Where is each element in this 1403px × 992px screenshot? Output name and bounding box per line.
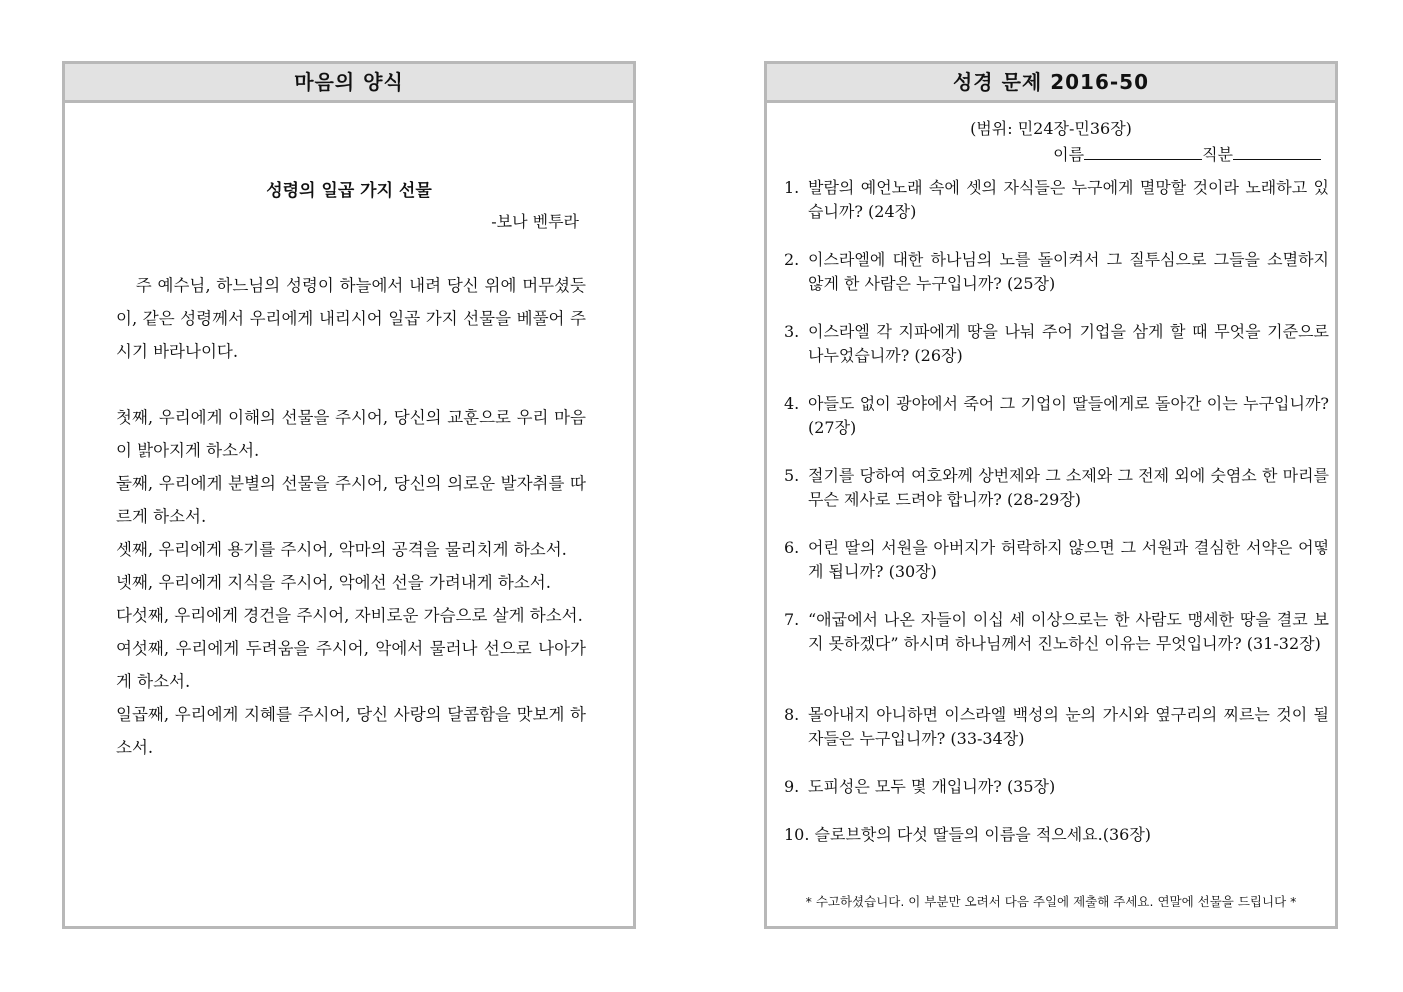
question-number: 4.: [784, 394, 800, 413]
question-item: [784, 536, 1329, 584]
quiz-header: 성경 문제 2016-50: [767, 64, 1335, 103]
question-number: 8.: [784, 705, 800, 724]
question-item: [784, 176, 1329, 224]
quiz-range: (범위: 민24장-민36장): [970, 119, 1132, 138]
question-text: 어린 딸의 서원을 아버지가 허락하지 않으면 그 서원과 결심한 서약은 어떻게 됩니까? (30장): [808, 538, 1329, 581]
question-number: 3.: [784, 322, 800, 341]
bible-quiz-panel: [764, 61, 1338, 929]
footer-note: * 수고하셨습니다. 이 부분만 오려서 다음 주일에 제출해 주세요. 연말에 선물을 드립니다 *: [805, 894, 1297, 909]
petition: 첫째, 우리에게 이해의 선물을 주시어, 당신의 교훈으로 우리 마음이 밝아지게 하소서.: [116, 408, 586, 460]
poem-author: -보나 벤투라: [491, 212, 579, 231]
name-blank[interactable]: [1084, 141, 1202, 160]
question-item: [784, 392, 1329, 440]
question-text: 이스라엘에 대한 하나님의 노를 돌이켜서 그 질투심으로 그들을 소멸하지 않게 한 사람은 누구입니까? (25장): [808, 250, 1329, 293]
name-label: 이름: [1053, 145, 1085, 164]
petition: 셋째, 우리에게 용기를 주시어, 악마의 공격을 물리치게 하소서.: [116, 540, 567, 559]
petition: 여섯째, 우리에게 두려움을 주시어, 악에서 물러나 선으로 나아가게 하소서.: [116, 639, 586, 691]
petition: 일곱째, 우리에게 지혜를 주시어, 당신 사랑의 달콤함을 맛보게 하소서.: [116, 705, 586, 757]
name-job-line: [1053, 141, 1321, 165]
question-number: 6.: [784, 538, 800, 557]
question-item: [784, 703, 1329, 751]
job-label: 직분: [1202, 145, 1233, 164]
question-text: 발람의 예언노래 속에 셋의 자식들은 누구에게 멸망할 것이라 노래하고 있습니까? (24장): [808, 178, 1329, 221]
question-text: 절기를 당하여 여호와께 상번제와 그 소제와 그 전제 외에 숫염소 한 마리를 무슨 제사로 드려야 합니까? (28-29장): [808, 466, 1329, 509]
question-number: 7.: [784, 610, 800, 629]
question-text: 이스라엘 각 지파에게 땅을 나눠 주어 기업을 삼게 할 때 무엇을 기준으로 나누었습니까? (26장): [808, 322, 1329, 365]
devotional-header: 마음의 양식: [65, 64, 633, 103]
question-item: [784, 775, 1329, 799]
question-item: [784, 823, 1329, 847]
question-item: [784, 248, 1329, 296]
petition: 둘째, 우리에게 분별의 선물을 주시어, 당신의 의로운 발자취를 따르게 하소서.: [116, 474, 586, 526]
job-blank[interactable]: [1233, 141, 1321, 160]
question-number: 10.: [784, 825, 810, 844]
poem-intro: 주 예수님, 하느님의 성령이 하늘에서 내려 당신 위에 머무셨듯이, 같은 성령께서 우리에게 내리시어 일곱 가지 선물을 베풀어 주시기 바라나이다.: [116, 276, 586, 361]
question-item: [784, 320, 1329, 368]
question-text: 도피성은 모두 몇 개입니까? (35장): [808, 777, 1056, 796]
question-text: 슬로브핫의 다섯 딸들의 이름을 적으세요.(36장): [814, 825, 1152, 844]
question-text: “애굽에서 나온 자들이 이십 세 이상으로는 한 사람도 맹세한 땅을 결코 보지 못하겠다” 하시며 하나님께서 진노하신 이유는 무엇입니까? (31-32장): [808, 610, 1329, 653]
question-number: 5.: [784, 466, 800, 485]
petition: 다섯째, 우리에게 경건을 주시어, 자비로운 가슴으로 살게 하소서.: [116, 606, 583, 625]
question-text: 아들도 없이 광야에서 죽어 그 기업이 딸들에게로 돌아간 이는 누구입니까? (27장): [808, 394, 1329, 437]
question-number: 2.: [784, 250, 800, 269]
poem-body: [116, 269, 586, 764]
question-text: 몰아내지 아니하면 이스라엘 백성의 눈의 가시와 옆구리의 찌르는 것이 될 자들은 누구입니까? (33-34장): [808, 705, 1329, 748]
question-number: 9.: [784, 777, 800, 796]
petition: 넷째, 우리에게 지식을 주시어, 악에선 선을 가려내게 하소서.: [116, 573, 551, 592]
question-item: [784, 464, 1329, 512]
question-item: [784, 608, 1329, 656]
poem-title: 성령의 일곱 가지 선물: [266, 181, 432, 201]
question-number: 1.: [784, 178, 800, 197]
devotional-panel: [62, 61, 636, 929]
